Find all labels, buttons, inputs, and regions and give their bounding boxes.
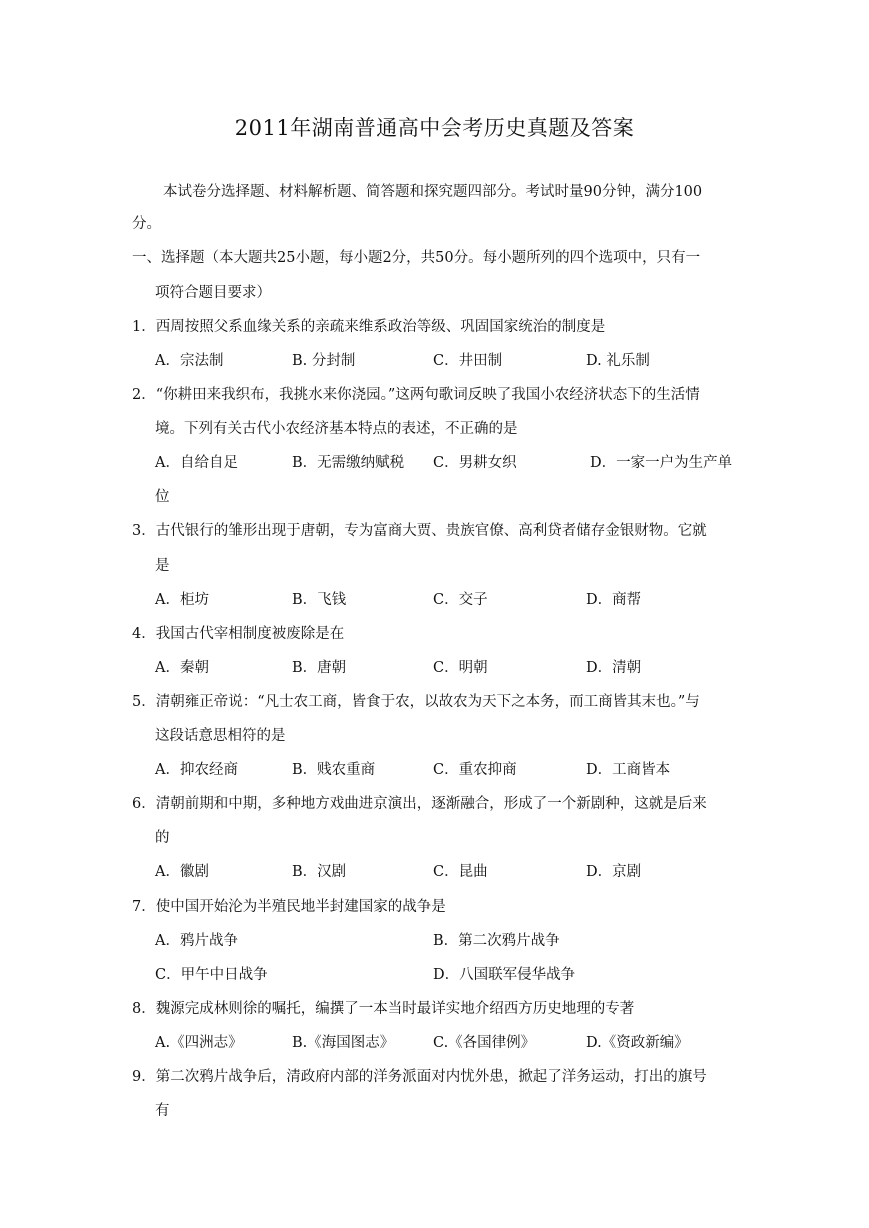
question-2-stem-cont: 境。下列有关古代小农经济基本特点的表述，不正确的是 (155, 421, 518, 437)
q2-option-c: C．男耕女织 (433, 455, 517, 471)
question-3-stem-cont: 是 (155, 558, 170, 574)
q3-option-d: D．商帮 (586, 592, 642, 608)
q5-option-a: A．抑农经商 (155, 762, 238, 778)
q3-option-b: B．飞钱 (292, 592, 347, 608)
question-3-stem: 3．古代银行的雏形出现于唐朝，专为富商大贾、贵族官僚、高利贷者储存金银财物。它就 (132, 523, 707, 539)
q1-option-c: C．井田制 (433, 353, 503, 369)
intro-line-2: 分。 (132, 216, 161, 232)
q6-option-c: C．昆曲 (433, 864, 488, 880)
q6-option-a: A．徽剧 (155, 864, 209, 880)
question-5-stem-cont: 这段话意思相符的是 (155, 728, 286, 744)
q4-option-a: A．秦朝 (155, 660, 209, 676)
q5-option-c: C．重农抑商 (433, 762, 517, 778)
q8-option-c: C.《各国律例》 (433, 1035, 536, 1051)
q4-option-b: B．唐朝 (292, 660, 347, 676)
q4-option-c: C．明朝 (433, 660, 488, 676)
question-8-stem: 8．魏源完成林则徐的嘱托，编撰了一本当时最详实地介绍西方历史地理的专著 (132, 1001, 635, 1017)
question-9-stem-cont: 有 (155, 1103, 170, 1119)
q2-option-a: A．自给自足 (155, 455, 238, 471)
q3-option-c: C．交子 (433, 592, 488, 608)
q4-option-d: D．清朝 (586, 660, 642, 676)
question-6-stem-cont: 的 (155, 830, 170, 846)
q2-option-b: B．无需缴纳赋税 (292, 455, 405, 471)
q2-option-d-cont: 位 (155, 489, 170, 505)
q1-option-a: A．宗法制 (155, 353, 224, 369)
q2-option-d: D．一家一户为生产单 (590, 455, 733, 471)
q7-option-b: B．第二次鸦片战争 (433, 933, 560, 949)
q7-option-d: D．八国联军侵华战争 (433, 967, 576, 983)
q6-option-b: B．汉剧 (292, 864, 347, 880)
q1-option-b: B. 分封制 (292, 353, 356, 369)
q8-option-d: D.《资政新编》 (586, 1035, 689, 1051)
q6-option-d: D．京剧 (586, 864, 642, 880)
question-6-stem: 6．清朝前期和中期，多种地方戏曲进京演出，逐渐融合，形成了一个新剧种，这就是后来 (132, 796, 707, 812)
question-5-stem: 5．清朝雍正帝说：“凡士农工商，皆食于农，以故农为天下之本务，而工商皆其末也。”与 (132, 694, 700, 710)
q8-option-a: A.《四洲志》 (155, 1035, 243, 1051)
q5-option-b: B．贱农重商 (292, 762, 376, 778)
q1-option-d: D. 礼乐制 (586, 353, 650, 369)
intro-line-1: 本试卷分选择题、材料解析题、简答题和探究题四部分。考试时量90分钟，满分100 (163, 184, 703, 200)
question-4-stem: 4．我国古代宰相制度被废除是在 (132, 626, 345, 642)
section-heading-cont: 项符合题目要求） (155, 285, 271, 301)
q3-option-a: A．柜坊 (155, 592, 209, 608)
question-2-stem: 2．“你耕田来我织布，我挑水来你浇园。”这两句歌词反映了我国小农经济状态下的生活情 (132, 387, 700, 403)
q8-option-b: B.《海国图志》 (292, 1035, 395, 1051)
q7-option-c: C．甲午中日战争 (155, 967, 268, 983)
question-7-stem: 7．使中国开始沦为半殖民地半封建国家的战争是 (132, 899, 446, 915)
q7-option-a: A．鸦片战争 (155, 933, 238, 949)
question-9-stem: 9．第二次鸦片战争后，清政府内部的洋务派面对内忧外患，掀起了洋务运动，打出的旗号 (132, 1069, 707, 1085)
question-1-stem: 1．西周按照父系血缘关系的亲疏来维系政治等级、巩固国家统治的制度是 (132, 319, 606, 335)
section-heading: 一、选择题（本大题共25小题，每小题2分，共50分。每小题所列的四个选项中，只有一 (132, 250, 701, 266)
q5-option-d: D．工商皆本 (586, 762, 671, 778)
document-title: 2011年湖南普通高中会考历史真题及答案 (234, 116, 635, 140)
